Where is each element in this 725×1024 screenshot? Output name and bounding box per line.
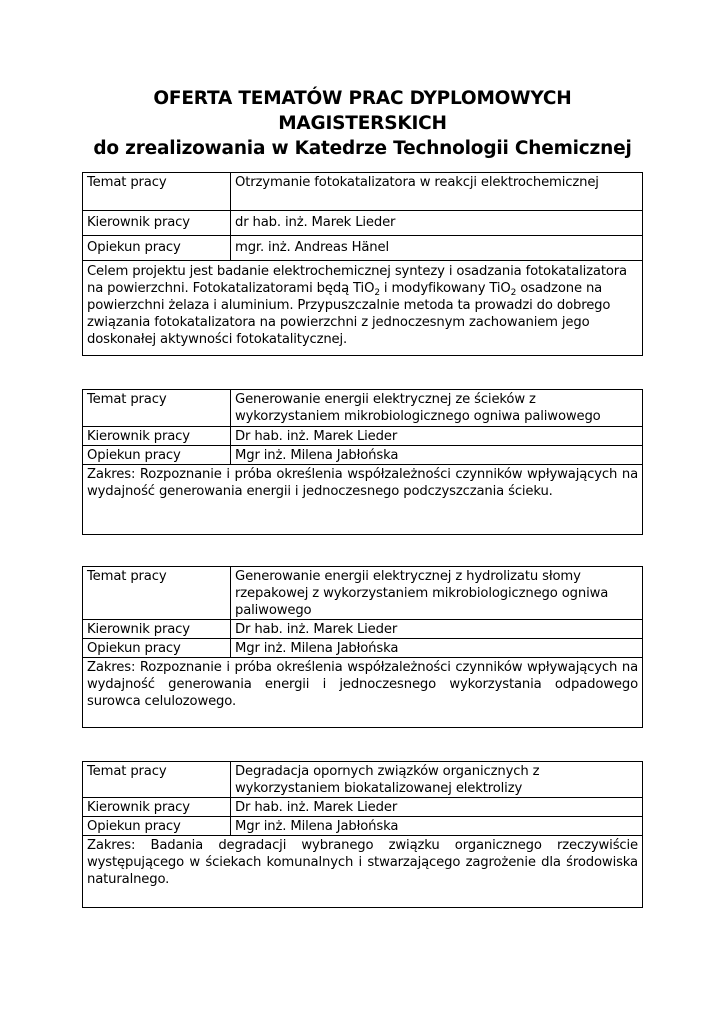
topic-description: Celem projektu jest badanie elektrochemicznej syntezy i osadzania fotokatalizatora na powierzchni. Fotokatalizatorami będą TiO$_2$ i modyfikowany TiO$_2$ osadzone na powierzchni żelaza i aluminium. Przypuszczalnie metoda ta prowadzi do dobrego związania fotokatalizatora na powierzchni z jednoczesnym zachowaniem jego doskonałej aktywności fotokatalitycznej.	[83, 261, 643, 356]
title-line-2: MAGISTERSKICH	[278, 113, 447, 134]
topic-title: Generowanie energii elektrycznej ze ścieków z wykorzystaniem mikrobiologicznego ogniwa paliwowego	[231, 390, 643, 427]
supervisor-label: Kierownik pracy	[83, 211, 231, 236]
title-line-3: do zrealizowania w Katedrze Technologii Chemicznej	[93, 138, 632, 159]
advisor-name: Mgr inż. Milena Jabłońska	[231, 639, 643, 658]
topic-table-4	[82, 761, 643, 908]
topic-label: Temat pracy	[83, 390, 231, 427]
supervisor-name: Dr hab. inż. Marek Lieder	[231, 620, 643, 639]
supervisor-label: Kierownik pracy	[83, 620, 231, 639]
supervisor-name: dr hab. inż. Marek Lieder	[231, 211, 643, 236]
title-line-1: OFERTA TEMATÓW PRAC DYPLOMOWYCH	[153, 88, 572, 109]
topic-label: Temat pracy	[83, 567, 231, 620]
topic-description: Zakres: Rozpoznanie i próba określenia współzależności czynników wpływających na wydajność generowania energii i jednoczesnego podczyszczania ścieku.	[83, 465, 643, 535]
advisor-label: Opiekun pracy	[83, 446, 231, 465]
advisor-label: Opiekun pracy	[83, 639, 231, 658]
supervisor-name: Dr hab. inż. Marek Lieder	[231, 427, 643, 446]
advisor-label: Opiekun pracy	[83, 236, 231, 261]
topic-label: Temat pracy	[83, 173, 231, 211]
topic-title: Degradacja opornych związków organicznych z wykorzystaniem biokatalizowanej elektrolizy	[231, 762, 643, 798]
supervisor-label: Kierownik pracy	[83, 798, 231, 817]
supervisor-name: Dr hab. inż. Marek Lieder	[231, 798, 643, 817]
topic-title: Generowanie energii elektrycznej z hydrolizatu słomy rzepakowej z wykorzystaniem mikrobiologicznego ogniwa paliwowego	[231, 567, 643, 620]
advisor-label: Opiekun pracy	[83, 817, 231, 836]
topic-title: Otrzymanie fotokatalizatora w reakcji elektrochemicznej	[231, 173, 643, 211]
topic-table-1	[82, 172, 643, 356]
page-title	[0, 86, 725, 161]
supervisor-label: Kierownik pracy	[83, 427, 231, 446]
topic-label: Temat pracy	[83, 762, 231, 798]
advisor-name: Mgr inż. Milena Jabłońska	[231, 817, 643, 836]
advisor-name: mgr. inż. Andreas Hänel	[231, 236, 643, 261]
topic-description: Zakres: Rozpoznanie i próba określenia współzależności czynników wpływających na wydajność generowania energii i jednoczesnego wykorzystania odpadowego surowca celulozowego.	[83, 658, 643, 728]
topic-table-2	[82, 389, 643, 535]
topic-table-3	[82, 566, 643, 728]
topic-description: Zakres: Badania degradacji wybranego związku organicznego rzeczywiście występującego w ściekach komunalnych i stwarzającego zagrożenie dla środowiska naturalnego.	[83, 836, 643, 908]
advisor-name: Mgr inż. Milena Jabłońska	[231, 446, 643, 465]
